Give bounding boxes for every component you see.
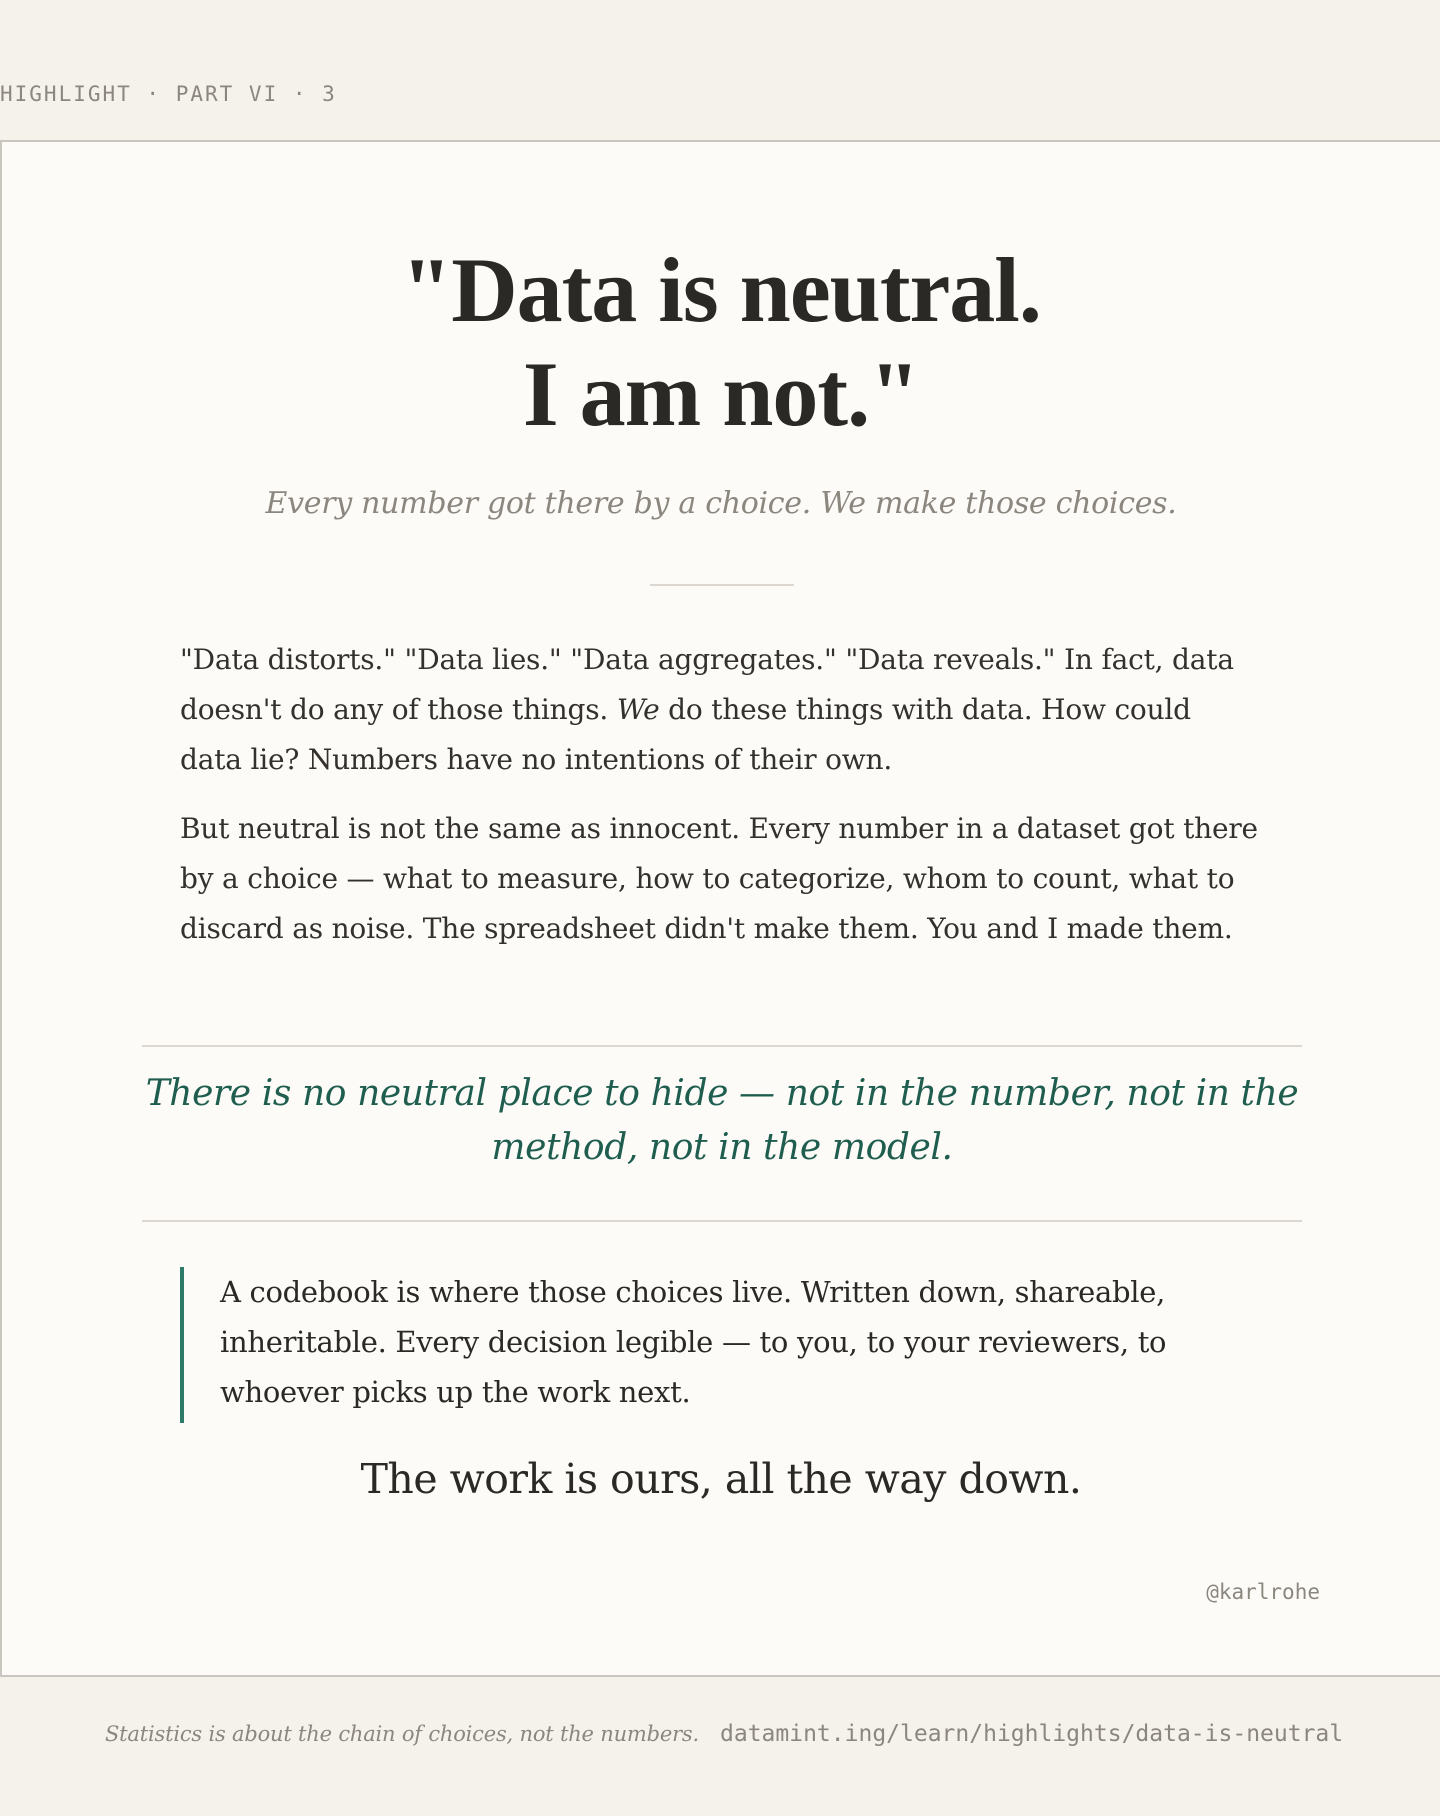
- codebook-callout: [180, 1267, 1204, 1423]
- body-paragraph-1: [180, 635, 1260, 785]
- headline-line-2: I am not.": [522, 343, 920, 445]
- paragraph-1-rest: do these things with data. How could data lie? Numbers have no intentions of their own.: [180, 693, 1191, 776]
- footer-url-link[interactable]: datamint.ing/learn/highlights/data-is-neutral: [720, 1721, 1344, 1747]
- callout-text: A codebook is where those choices live. Written down, shareable, inheritable. Every decision legible — to you, to your reviewers, to whoever picks up the work next.: [220, 1275, 1167, 1409]
- subtitle: Every number got there by a choice. We make those choices.: [265, 486, 1177, 521]
- footer-tagline: Statistics is about the chain of choices, not the numbers.: [105, 1722, 699, 1746]
- headline: [2, 238, 1440, 446]
- paragraph-1-emphasis: We: [616, 693, 660, 726]
- author-handle: @karlrohe: [1206, 1580, 1320, 1604]
- paragraph-1-lead: "Data distorts." "Data lies." "Data aggregates." "Data reveals." In fact, data doesn't do any of those things.: [180, 643, 1234, 726]
- short-divider: [650, 584, 794, 586]
- highlight-card: [0, 140, 1440, 1677]
- headline-line-1: "Data is neutral.: [401, 239, 1041, 341]
- eyebrow-label: HIGHLIGHT · PART VI · 3: [0, 82, 337, 106]
- pull-quote: There is no neutral place to hide — not in the number, not in the method, not in the model.: [145, 1073, 1299, 1168]
- pull-quote-top-rule: [142, 1045, 1302, 1047]
- body-paragraph-2: But neutral is not the same as innocent. Every number in a dataset got there by a choice — what to measure, how to categorize, whom to count, what to discard as noise. The spreadsheet didn't make them. You and I made them.: [180, 812, 1258, 945]
- closing-line: The work is ours, all the way down.: [360, 1455, 1082, 1503]
- pull-quote-bottom-rule: [142, 1220, 1302, 1222]
